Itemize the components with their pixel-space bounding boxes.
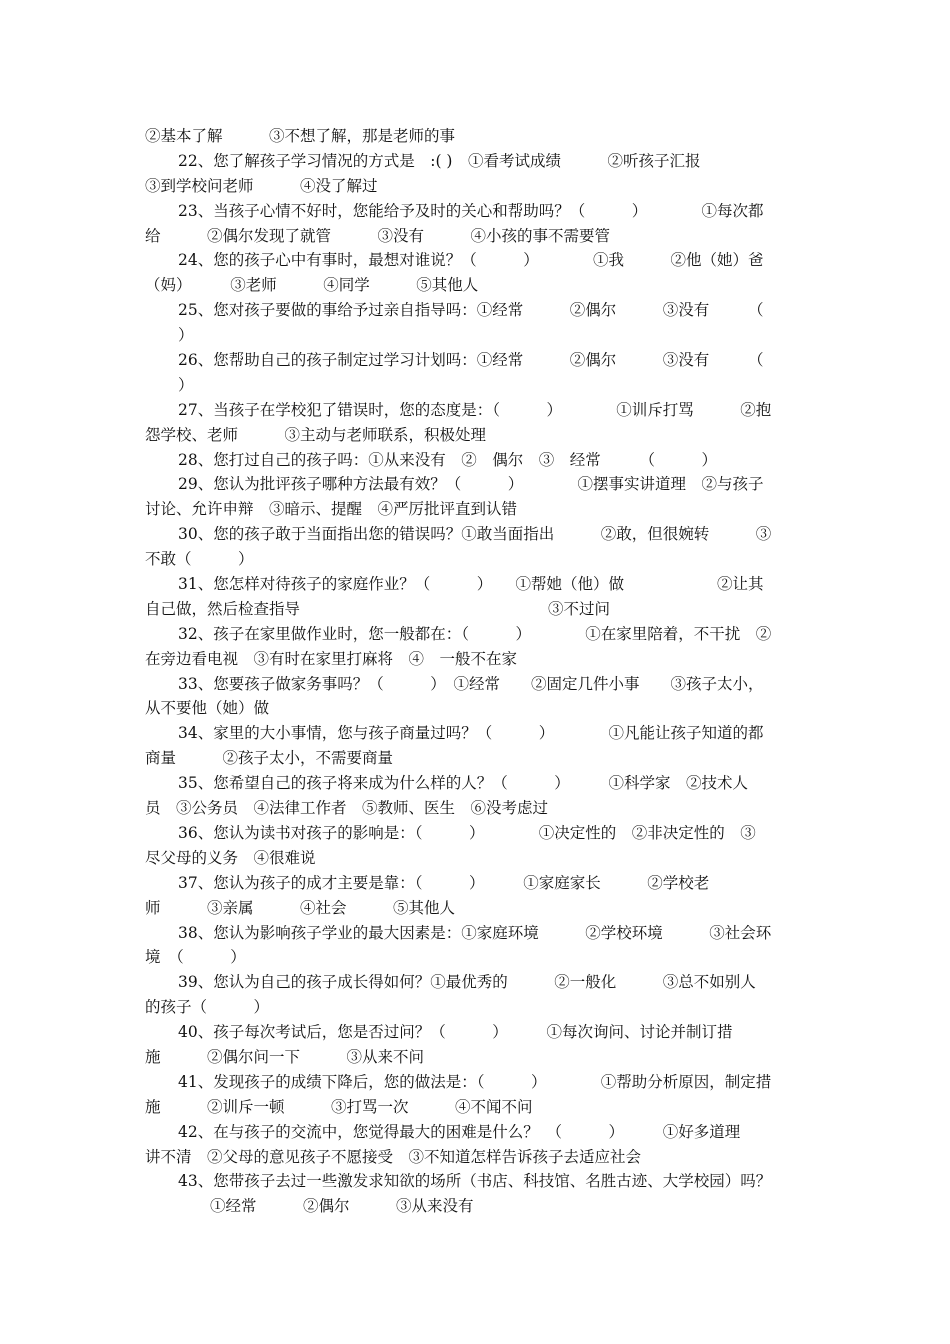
text-line: 的孩子（ ） — [145, 998, 270, 1017]
text-line: 42、在与孩子的交流中，您觉得最大的困难是什么？ （ ） ①好多道理 — [178, 1122, 741, 1141]
text-line: ③到学校问老师 ④没了解过 — [145, 176, 378, 195]
text-line: 30、您的孩子敢于当面指出您的错误吗？①敢当面指出 ②敢，但很婉转 ③ — [178, 525, 772, 544]
text-line: （妈） ③老师 ④同学 ⑤其他人 — [145, 276, 479, 295]
text-line: 38、您认为影响孩子学业的最大因素是：①家庭环境 ②学校环境 ③社会环 — [178, 923, 772, 942]
text-line: 从不要他（她）做 — [145, 699, 270, 718]
text-line: 37、您认为孩子的成才主要是靠：（ ） ①家庭家长 ②学校老 — [178, 873, 710, 892]
text-line: 33、您要孩子做家务事吗？（ ） ①经常 ②固定几件小事 ③孩子太小， — [178, 674, 764, 693]
text-line: 25、您对孩子要做的事给予过亲自指导吗：①经常 ②偶尔 ③没有 （ — [178, 301, 764, 320]
text-line: 怨学校、老师 ③主动与老师联系，积极处理 — [145, 425, 487, 444]
text-line: 不敢（ ） — [145, 550, 254, 569]
text-line: 施 ②训斥一顿 ③打骂一次 ④不闻不问 — [145, 1097, 533, 1116]
text-line: 23、当孩子心情不好时，您能给予及时的关心和帮助吗？（ ） ①每次都 — [178, 201, 764, 220]
text-line: 36、您认为读书对孩子的影响是：（ ） ①决定性的 ②非决定性的 ③ — [178, 823, 756, 842]
text-line: 26、您帮助自己的孩子制定过学习计划吗：①经常 ②偶尔 ③没有 （ — [178, 351, 764, 370]
text-line: 34、家里的大小事情，您与孩子商量过吗？（ ） ①凡能让孩子知道的都 — [178, 724, 764, 743]
text-line: ②基本了解 ③不想了解，那是老师的事 — [145, 127, 456, 145]
text-line: 28、您打过自己的孩子吗：①从来没有 ② 偶尔 ③ 经常 （ ） — [178, 450, 717, 469]
text-line: 29、您认为批评孩子哪种方法最有效？（ ） ①摆事实讲道理 ②与孩子 — [178, 475, 764, 494]
text-line: 师 ③亲属 ④社会 ⑤其他人 — [145, 898, 456, 917]
text-line: 境 （ ） — [145, 948, 246, 967]
text-line: 40、孩子每次考试后，您是否过问？（ ） ①每次询问、讨论并制订措 — [178, 1023, 733, 1042]
text-line: 员 ③公务员 ④法律工作者 ⑤教师、医生 ⑥没考虑过 — [145, 799, 549, 818]
text-line: ） — [178, 326, 194, 345]
text-line: 31、您怎样对待孩子的家庭作业？（ ） ①帮她（他）做 ②让其 — [178, 575, 764, 594]
text-line: ①经常 ②偶尔 ③从来没有 — [210, 1197, 474, 1216]
text-line: 尽父母的义务 ④很难说 — [145, 848, 316, 867]
text-line: 39、您认为自己的孩子成长得如何？①最优秀的 ②一般化 ③总不如别人 — [178, 973, 756, 992]
text-line: 商量 ②孩子太小，不需要商量 — [145, 749, 394, 768]
text-line: 35、您希望自己的孩子将来成为什么样的人？（ ） ①科学家 ②技术人 — [178, 774, 748, 793]
questionnaire-text — [145, 124, 808, 1219]
text-line: ） — [178, 375, 194, 394]
text-line: 在旁边看电视 ③有时在家里打麻将 ④ 一般不在家 — [145, 649, 518, 668]
text-line: 43、您带孩子去过一些激发求知欲的场所（书店、科技馆、名胜古迹、大学校园）吗？ — [178, 1172, 772, 1191]
text-line: 讲不清 ②父母的意见孩子不愿接受 ③不知道怎样告诉孩子去适应社会 — [145, 1147, 642, 1166]
text-line: 22、您了解孩子学习情况的方式是 :( ) ①看考试成绩 ②听孩子汇报 — [178, 151, 701, 170]
text-line: 讨论、允许申辩 ③暗示、提醒 ④严厉批评直到认错 — [145, 500, 518, 519]
text-line: 24、您的孩子心中有事时，最想对谁说？（ ） ①我 ②他（她）爸 — [178, 251, 764, 270]
text-line: 27、当孩子在学校犯了错误时，您的态度是：（ ） ①训斥打骂 ②抱 — [178, 400, 772, 419]
text-line: 41、发现孩子的成绩下降后，您的做法是：（ ） ①帮助分析原因，制定措 — [178, 1072, 772, 1091]
text-line: 32、孩子在家里做作业时，您一般都在：（ ） ①在家里陪着，不干扰 ② — [178, 624, 772, 643]
text-line: 施 ②偶尔问一下 ③从来不问 — [145, 1047, 425, 1066]
text-line: 给 ②偶尔发现了就管 ③没有 ④小孩的事不需要管 — [145, 226, 611, 245]
text-line: 自己做，然后检查指导 ③不过问 — [145, 599, 611, 618]
